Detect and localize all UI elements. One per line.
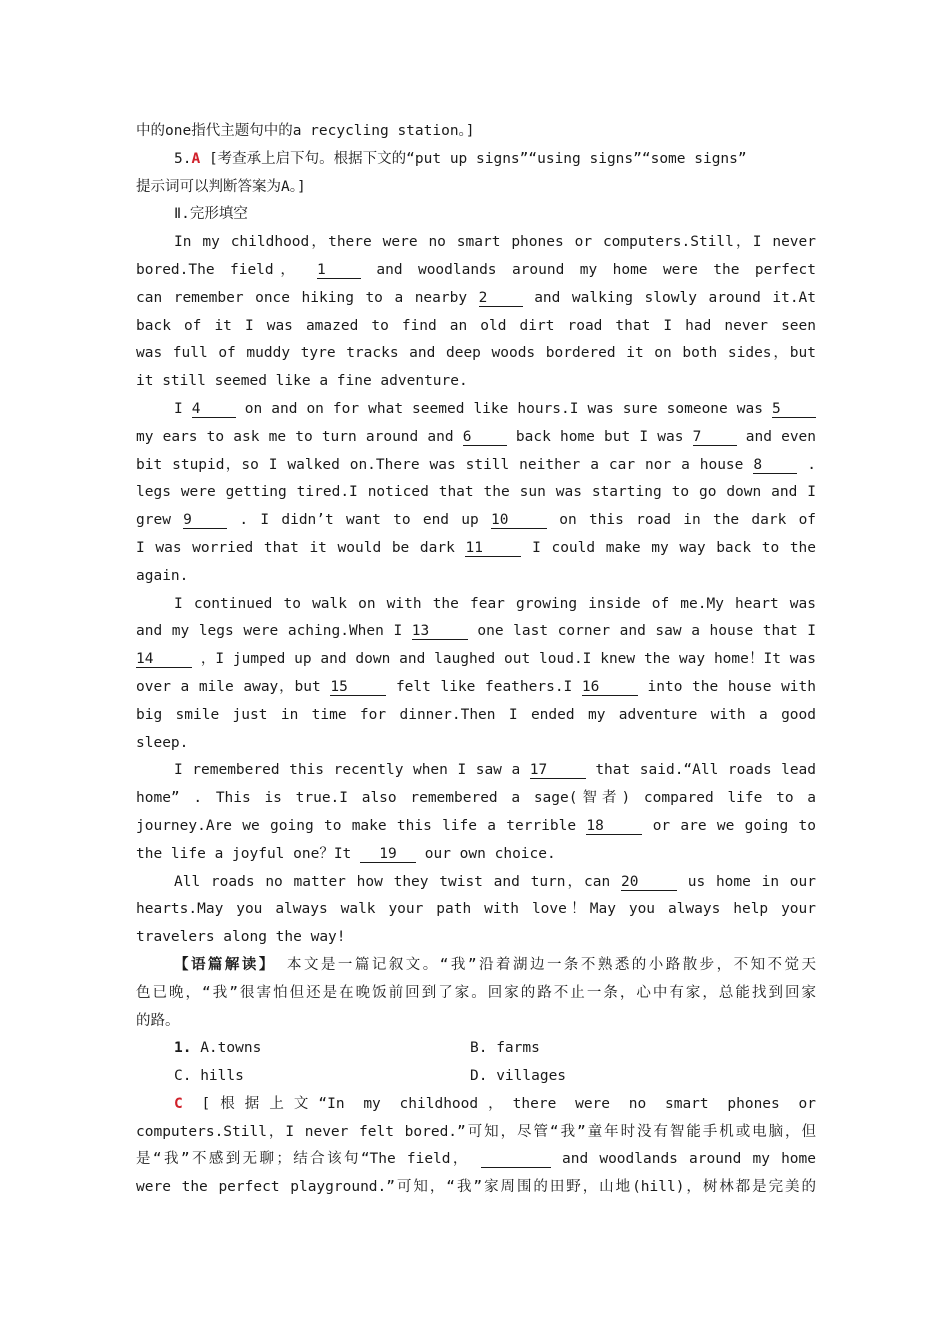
passage-line bbox=[136, 591, 816, 619]
answer-explanation: [考查承上启下句。根据下文的“put up signs”“using signs”“some signs” bbox=[208, 150, 747, 167]
explanation-line: 提示词可以判断答案为A。] bbox=[136, 178, 306, 195]
passage-text: one last corner and saw a house that I bbox=[477, 623, 816, 640]
passage-text: ，I jumped up and down and laughed out loud.I knew the way home！It was bbox=[200, 651, 816, 668]
passage-line bbox=[136, 896, 816, 924]
cloze-blank: 18 bbox=[586, 818, 642, 835]
cloze-blank: 1 bbox=[317, 262, 361, 279]
passage-line bbox=[136, 730, 816, 758]
document-page bbox=[136, 118, 816, 1202]
cloze-blank: 8 bbox=[753, 457, 797, 474]
answer-explanation-line: were the perfect playground.”可知，“我”家周围的田野，山地(hill)，树林都是完美的 bbox=[136, 1179, 816, 1196]
analysis-label: 【语篇解读】 bbox=[174, 956, 276, 973]
answer-explanation-line: computers.Still，I never felt bored.”可知，尽管“我”童年时没有智能手机或电脑，但 bbox=[136, 1123, 816, 1140]
cloze-blank: 7 bbox=[693, 429, 737, 446]
passage-line bbox=[136, 702, 816, 730]
question-options-row bbox=[136, 1035, 816, 1063]
passage-text: All roads no matter how they twist and turn，can bbox=[174, 873, 611, 890]
passage-text: In my childhood，there were no smart phones or computers.Still，I never bbox=[174, 234, 816, 251]
cloze-blank: 5 bbox=[772, 401, 816, 418]
passage-line bbox=[136, 924, 816, 952]
passage-line bbox=[136, 535, 816, 563]
cloze-blank: 9 bbox=[183, 512, 227, 529]
option-c: C. hills bbox=[174, 1068, 244, 1085]
passage-text: and even bbox=[745, 428, 816, 445]
passage-text: again. bbox=[136, 567, 189, 584]
passage-line bbox=[136, 785, 816, 813]
cloze-blank: 6 bbox=[463, 429, 507, 446]
passage-text: . I didn’t want to end up bbox=[239, 512, 479, 529]
cloze-blank: 16 bbox=[582, 679, 638, 696]
passage-text: home” . This is true.I also remembered a sage(智者) compared life to a bbox=[136, 790, 816, 807]
passage-text: travelers along the way! bbox=[136, 929, 346, 946]
passage-analysis-line bbox=[136, 952, 816, 980]
passage-line bbox=[136, 646, 816, 674]
passage-text: hearts.May you always walk your path with love！May you always help your bbox=[136, 901, 816, 918]
answer-explanation-line bbox=[136, 1146, 816, 1174]
passage-text: and walking slowly around it.At bbox=[534, 289, 816, 306]
passage-line bbox=[136, 368, 816, 396]
cloze-blank: 4 bbox=[192, 401, 236, 418]
passage-line bbox=[136, 813, 816, 841]
cloze-blank: 11 bbox=[465, 540, 521, 557]
cloze-blank: 19 bbox=[360, 846, 416, 863]
answer-explanation: and woodlands around my home bbox=[562, 1151, 816, 1168]
passage-text: and my legs were aching.When I bbox=[136, 623, 403, 640]
passage-text: the life a joyful one？It bbox=[136, 845, 352, 862]
cloze-blank: 17 bbox=[530, 762, 586, 779]
passage-line bbox=[136, 340, 816, 368]
passage-line bbox=[136, 424, 816, 452]
question-number: 1. bbox=[174, 1040, 192, 1057]
answer-number: 5. bbox=[174, 150, 192, 167]
passage-text: our own choice. bbox=[424, 845, 556, 862]
passage-text: that said.“All roads lead bbox=[595, 762, 816, 779]
cloze-blank: 14 bbox=[136, 651, 192, 668]
passage-line bbox=[136, 563, 816, 591]
option-b: B. farms bbox=[470, 1040, 540, 1057]
passage-text: I continued to walk on with the fear growing inside of me.My heart was bbox=[174, 595, 816, 612]
passage-text: bored.The field， bbox=[136, 261, 302, 278]
passage-text: it still seemed like a fine adventure. bbox=[136, 373, 468, 390]
analysis-text: 的路。 bbox=[136, 1012, 180, 1029]
passage-line bbox=[136, 869, 816, 897]
passage-text: or are we going to bbox=[652, 817, 816, 834]
passage-text: journey.Are we going to make this life a terrible bbox=[136, 817, 577, 834]
passage-text: on this road in the dark of bbox=[559, 512, 816, 529]
passage-text: bit stupid，so I walked on.There was still neither a car nor a house bbox=[136, 456, 744, 473]
passage-text: big smile just in time for dinner.Then I ended my adventure with a good bbox=[136, 706, 816, 723]
cloze-passage bbox=[136, 229, 816, 952]
blank-line bbox=[481, 1151, 551, 1168]
answer-explanation-line bbox=[136, 1091, 816, 1119]
passage-line bbox=[136, 841, 816, 869]
passage-text: can remember once hiking to a nearby bbox=[136, 289, 468, 306]
passage-text: over a mile away，but bbox=[136, 678, 321, 695]
passage-line bbox=[136, 479, 816, 507]
cloze-blank: 2 bbox=[479, 290, 523, 307]
passage-line bbox=[136, 507, 816, 535]
passage-text: grew bbox=[136, 512, 171, 529]
passage-line bbox=[136, 618, 816, 646]
answer-letter: C bbox=[174, 1095, 183, 1112]
passage-text: my ears to ask me to turn around and bbox=[136, 428, 454, 445]
passage-line bbox=[136, 452, 816, 480]
answer-5-line bbox=[136, 146, 816, 174]
answer-letter: A bbox=[191, 150, 201, 167]
question-options-row bbox=[136, 1063, 816, 1091]
passage-text: and woodlands around my home were the perfect bbox=[376, 261, 816, 278]
passage-line bbox=[136, 285, 816, 313]
passage-text: I was worried that it would be dark bbox=[136, 539, 455, 556]
cloze-blank: 20 bbox=[621, 874, 677, 891]
passage-line bbox=[136, 396, 816, 424]
explanation-line: 中的one指代主题句中的a recycling station。] bbox=[136, 123, 475, 139]
passage-text: back home but I was bbox=[515, 428, 684, 445]
answer-explanation: [根据上文“In my childhood，there were no smart phones or bbox=[201, 1095, 816, 1112]
passage-text: felt like feathers.I bbox=[395, 678, 573, 695]
passage-text: . bbox=[807, 456, 816, 473]
analysis-text: 本文是一篇记叙文。“我”沿着湖边一条不熟悉的小路散步，不知不觉天 bbox=[287, 956, 816, 973]
option-a-text: A.towns bbox=[200, 1040, 262, 1057]
section-heading: Ⅱ.完形填空 bbox=[174, 206, 248, 223]
passage-line bbox=[136, 229, 816, 257]
cloze-blank: 13 bbox=[412, 623, 468, 640]
option-d: D. villages bbox=[470, 1068, 567, 1085]
passage-text: was full of muddy tyre tracks and deep woods bordered it on both sides，but bbox=[136, 345, 816, 362]
passage-text: I could make my way back to the bbox=[532, 539, 816, 556]
analysis-text: 色已晚，“我”很害怕但还是在晚饭前回到了家。回家的路不止一条，心中有家，总能找到回家 bbox=[136, 984, 816, 1001]
passage-text: sleep. bbox=[136, 734, 189, 751]
passage-line bbox=[136, 674, 816, 702]
passage-text: into the house with bbox=[647, 678, 816, 695]
passage-text: I remembered this recently when I saw a bbox=[174, 762, 521, 779]
passage-text: back of it I was amazed to find an old dirt road that I had never seen bbox=[136, 317, 816, 334]
answer-explanation: 是“我”不感到无聊；结合该句“The field， bbox=[136, 1151, 470, 1168]
cloze-blank: 15 bbox=[330, 679, 386, 696]
passage-line bbox=[136, 257, 816, 285]
passage-text: us home in our bbox=[687, 873, 816, 890]
cloze-blank: 10 bbox=[491, 512, 547, 529]
passage-text: I bbox=[174, 400, 183, 417]
passage-text: on and on for what seemed like hours.I was sure someone was bbox=[244, 400, 763, 417]
passage-line bbox=[136, 757, 816, 785]
option-a bbox=[136, 1035, 470, 1063]
passage-text: legs were getting tired.I noticed that the sun was starting to go down and I bbox=[136, 484, 816, 501]
passage-line bbox=[136, 313, 816, 341]
